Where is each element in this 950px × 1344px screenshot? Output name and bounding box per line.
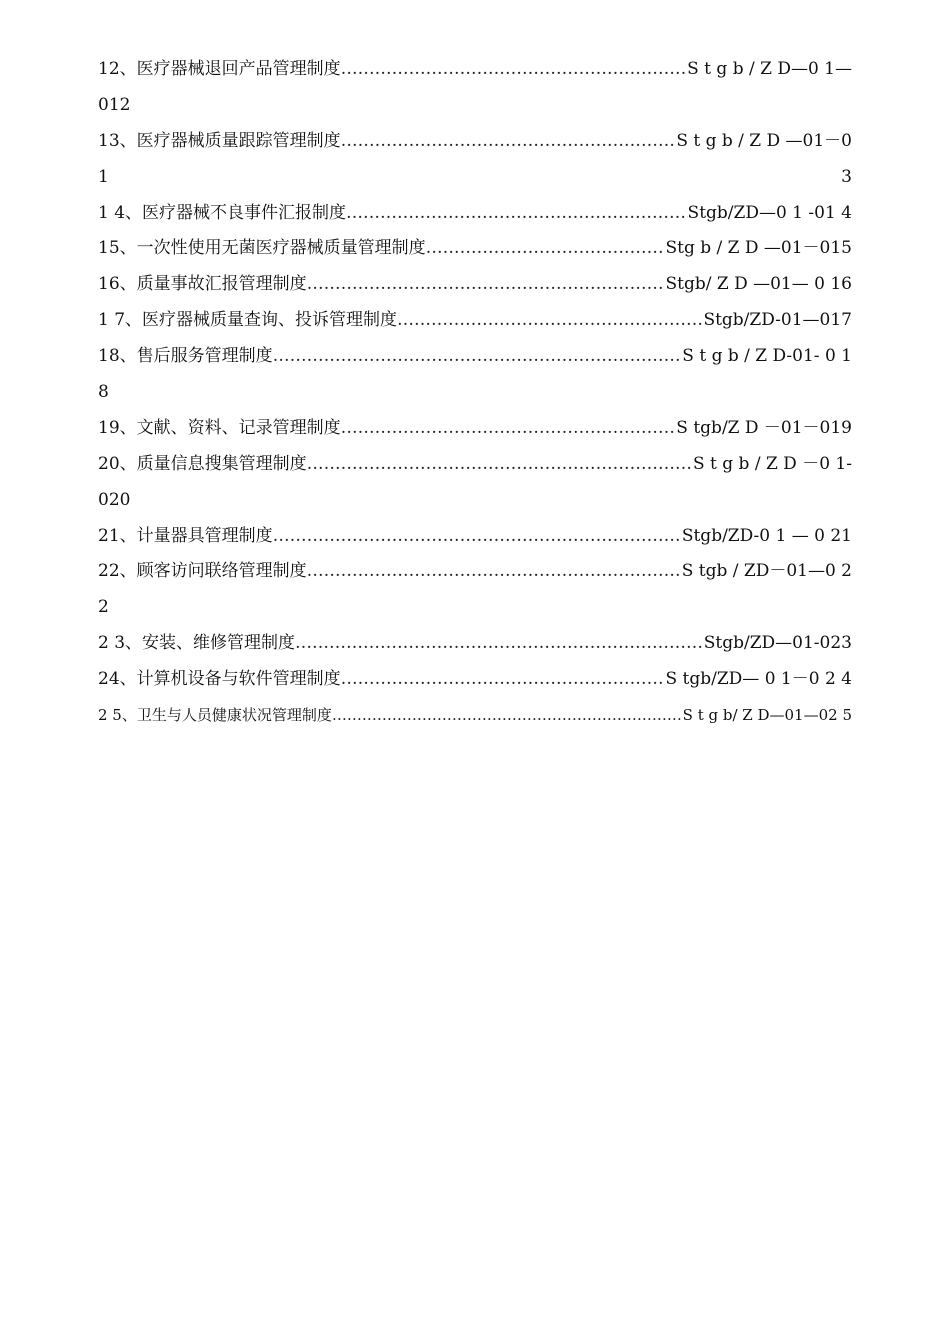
toc-entry (98, 626, 852, 662)
toc-leader-dots (307, 554, 682, 590)
toc-leader-dots (307, 447, 693, 483)
toc-leader-dots (332, 698, 683, 734)
toc-entry-title: 20、质量信息搜集管理制度 (98, 453, 307, 474)
toc-leader-dots (426, 231, 666, 267)
toc-entry-title: 16、质量事故汇报管理制度 (98, 274, 307, 295)
toc-entry-code: S tgb/Z D －01－019 (676, 417, 852, 438)
toc-entry-code-continuation (98, 483, 852, 519)
toc-entry-code: Stg b / Z D —01－015 (665, 238, 852, 259)
toc-entry-code: Stgb/ZD-01—017 (703, 310, 852, 331)
toc-entry-code: Stgb/ZD—01-023 (703, 633, 852, 654)
toc-code-wrap-text: 020 (98, 489, 131, 510)
toc-entry (98, 303, 852, 339)
toc-leader-dots (295, 626, 704, 662)
toc-entry-title: 15、一次性使用无菌医疗器械质量管理制度 (98, 238, 426, 259)
toc-entry-title: 2 5、卫生与人员健康状况管理制度 (98, 706, 332, 725)
toc-entry-code-continuation (98, 160, 852, 196)
toc-entry-title: 12、医疗器械退回产品管理制度 (98, 59, 341, 79)
toc-entry (98, 231, 852, 267)
toc-entry-title: 24、计算机设备与软件管理制度 (98, 669, 341, 690)
toc-entry-title: 13、医疗器械质量跟踪管理制度 (98, 130, 341, 151)
toc-entry-code: S t g b / Z D—0 1— (687, 59, 852, 79)
toc-leader-dots (397, 303, 703, 339)
toc-entry-code: S tgb/ZD— 0 1－0 2 4 (665, 669, 852, 690)
table-of-contents (98, 52, 852, 734)
toc-entry-code-continuation (98, 375, 852, 411)
toc-leader-dots (346, 196, 688, 232)
toc-code-wrap-text: 3 (841, 166, 852, 187)
toc-entry (98, 698, 852, 734)
toc-leader-dots (273, 339, 683, 375)
toc-entry (98, 339, 852, 375)
toc-entry (98, 411, 852, 447)
toc-leader-dots (341, 411, 677, 447)
toc-entry-code: S t g b / Z D －0 1- (692, 453, 852, 474)
toc-entry-title: 21、计量器具管理制度 (98, 525, 273, 546)
toc-entry (98, 519, 852, 555)
toc-entry-code: Stgb/ Z D —01— 0 16 (665, 274, 852, 295)
toc-entry-code: S t g b / Z D-01- 0 1 (682, 346, 852, 367)
toc-entry-title: 1 4、医疗器械不良事件汇报制度 (98, 202, 347, 223)
toc-entry-code-continuation (98, 88, 852, 124)
toc-leader-dots (341, 52, 687, 88)
toc-entry (98, 447, 852, 483)
toc-entry-code: Stgb/ZD—0 1 -01 4 (687, 202, 852, 223)
toc-entry (98, 196, 852, 232)
toc-entry (98, 554, 852, 590)
toc-entry (98, 124, 852, 160)
toc-entry-title: 19、文献、资料、记录管理制度 (98, 417, 341, 438)
toc-entry-code: S t g b / Z D —01－0 (676, 130, 852, 151)
toc-entry (98, 662, 852, 698)
toc-entry (98, 52, 852, 88)
toc-code-wrap-text: 012 (98, 94, 131, 115)
toc-code-wrap-text: 8 (98, 382, 109, 403)
toc-entry-code-continuation (98, 590, 852, 626)
toc-code-wrap-text: 2 (98, 597, 109, 618)
toc-leader-dots (307, 267, 666, 303)
toc-entry (98, 267, 852, 303)
toc-leader-dots (273, 519, 682, 555)
toc-leader-dots (341, 124, 677, 160)
toc-entry-title: 2 3、安装、维修管理制度 (98, 633, 296, 654)
toc-entry-title: 18、售后服务管理制度 (98, 346, 273, 367)
toc-entry-code: Stgb/ZD-0 1 — 0 21 (681, 525, 852, 546)
toc-code-wrap-text: 1 (98, 166, 109, 187)
toc-entry-code: S tgb / ZD－01—0 2 (681, 561, 852, 582)
toc-entry-title: 1 7、医疗器械质量查询、投诉管理制度 (98, 310, 398, 331)
toc-leader-dots (341, 662, 666, 698)
toc-entry-code: S t g b/ Z D—01—02 5 (682, 706, 852, 725)
toc-entry-title: 22、顾客访问联络管理制度 (98, 561, 307, 582)
